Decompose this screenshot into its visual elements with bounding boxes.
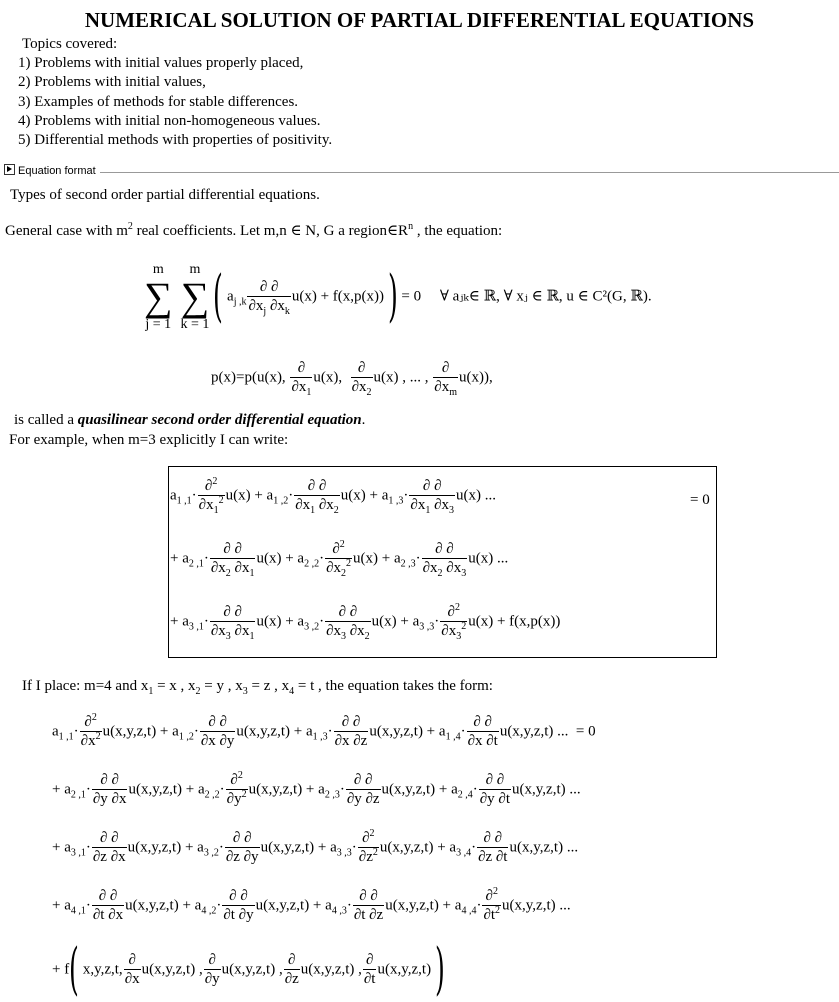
box-row-2: + $a_{2 ,1}\cdot$ $\frac{\partial \partial}{\partial x_2 \partial x_1}$ $u(x) + a_{2 ,2}\cdot$ $\frac{\partial^2}{\partial x_2^2}$ $u(x) + a_{2 ,3}\cdot$ $\frac{\partial \partial}{\partial x_2 \partial x_3}$ u(x) ...	[170, 539, 509, 579]
topic-item: 5) Differential methods with properties of positivity.	[18, 132, 333, 149]
topic-item: 3) Examples of methods for stable differences.	[18, 93, 299, 110]
box-row-1: $a_{1 ,1}\cdot$ $\frac{\partial^2}{\partial x_1^2}$ $u(x) + a_{1 ,2}\cdot$ $\frac{\partial \partial}{\partial x_1 \partial x_2}$ $u(x) + a_{1 ,3}\cdot$ $\frac{\partial \partial}{\partial x_1 \partial x_3}$ u(x) ...	[170, 476, 496, 516]
collapsible-region[interactable]	[4, 164, 839, 178]
topics-heading: Topics covered:	[22, 36, 118, 52]
called-text: is called a quasilinear second order differential equation.	[14, 412, 366, 428]
region-header[interactable]	[4, 164, 96, 178]
example-text: For example, when m=3 explicitly I can write:	[9, 432, 289, 448]
region-divider	[100, 172, 839, 173]
expansion-row-5: + f( x,y,z,t, $\frac{\partial}{\partial x}$ u(x,y,z,t) , $\frac{\partial}{\partial y}$ u(x,y,z,t) , $\frac{\partial}{\partial z}$ u(x,y,z,t) , $\frac{\partial}{\partial t}$ u(x,y,z,t) )	[52, 937, 445, 1002]
box-eq-zero: = 0	[690, 492, 710, 508]
expansion-row-2: + $a_{2 ,1}\cdot$ $\frac{\partial \partial}{\partial y \partial x}$ $u(x,y,z,t) + a_{2 ,2}\cdot$ $\frac{\partial^2}{\partial y^2}$ $u(x,y,z,t) + a_{2 ,3}\cdot$ $\frac{\partial \partial}{\partial y \partial z}$ $u(x,y,z,t) + a_{2 ,4}\cdot$ $\frac{\partial \partial}{\partial y \partial t}$ u(x,y,z,t) ...	[52, 770, 581, 807]
main-equation: m ∑ j = 1m ∑ k = 1( $a_{j ,k}$ $\frac{\partial \partial}{\partial x_j \partial x_k}$ u(x) + f(x,p(x)) ) = 0 ∀ aⱼₖ∈ ℝ, ∀ xⱼ ∈ ℝ, u ∈ C²(G, ℝ).	[144, 262, 652, 332]
expansion-row-1: $a_{1 ,1}\cdot$ $\frac{\partial^2}{\partial x^2}$ $u(x,y,z,t) + a_{1 ,2}\cdot$ $\frac{\partial \partial}{\partial x \partial y}$ $u(x,y,z,t) + a_{1 ,3}\cdot$ $\frac{\partial \partial}{\partial x \partial z}$ $u(x,y,z,t) + a_{1 ,4}\cdot$ $\frac{\partial \partial}{\partial x \partial t}$ u(x,y,z,t) ... = 0	[52, 712, 596, 749]
topic-item: 1) Problems with initial values properly placed,	[18, 55, 304, 72]
region-label: Equation format	[18, 165, 96, 177]
expand-triangle-icon[interactable]	[4, 164, 15, 175]
p-definition: p(x)=p(u(x), $\frac{\partial}{\partial x_1}$ u(x), $\frac{\partial}{\partial x_2}$ u(x) , ... , $\frac{\partial}{\partial x_m}$ u(x)),	[211, 360, 493, 398]
topics-list	[18, 35, 332, 150]
place-text: If I place: m=4 and $x_1 = x$ , $x_2 = y$ , $x_3 = z$ , $x_4 = t$ , the equation takes the form:	[22, 678, 493, 697]
general-case-text: General case with $m^2$ real coefficients. Let m,n ∈ N, G a $region\in R^n$ , the equation:	[5, 221, 503, 239]
topic-item: 4) Problems with initial non-homogeneous values.	[18, 112, 321, 129]
sum-j: m ∑ j = 1	[144, 262, 173, 332]
sum-k: m ∑ k = 1	[180, 262, 210, 332]
expansion-row-3: + $a_{3 ,1}\cdot$ $\frac{\partial \partial}{\partial z \partial x}$ $u(x,y,z,t) + a_{3 ,2}\cdot$ $\frac{\partial \partial}{\partial z \partial y}$ $u(x,y,z,t) + a_{3 ,3}\cdot$ $\frac{\partial^2}{\partial z^2}$ $u(x,y,z,t) + a_{3 ,4}\cdot$ $\frac{\partial \partial}{\partial z \partial t}$ u(x,y,z,t) ...	[52, 828, 579, 865]
topic-item: 2) Problems with initial values,	[18, 74, 206, 91]
types-text: Types of second order partial differential equations.	[10, 187, 320, 203]
expansion-row-4: + $a_{4 ,1}\cdot$ $\frac{\partial \partial}{\partial t \partial x}$ $u(x,y,z,t) + a_{4 ,2}\cdot$ $\frac{\partial \partial}{\partial t \partial y}$ $u(x,y,z,t) + a_{4 ,3}\cdot$ $\frac{\partial \partial}{\partial t \partial z}$ $u(x,y,z,t) + a_{4 ,4}\cdot$ $\frac{\partial^2}{\partial t^2}$ u(x,y,z,t) ...	[52, 886, 571, 923]
box-row-3: + $a_{3 ,1}\cdot$ $\frac{\partial \partial}{\partial x_3 \partial x_1}$ $u(x) + a_{3 ,2}\cdot$ $\frac{\partial \partial}{\partial x_3 \partial x_2}$ $u(x) + a_{3 ,3}\cdot$ $\frac{\partial^2}{\partial x_3^2}$ u(x) + f(x,p(x))	[170, 602, 561, 642]
page-title: NUMERICAL SOLUTION OF PARTIAL DIFFERENTIAL EQUATIONS	[84, 8, 755, 32]
